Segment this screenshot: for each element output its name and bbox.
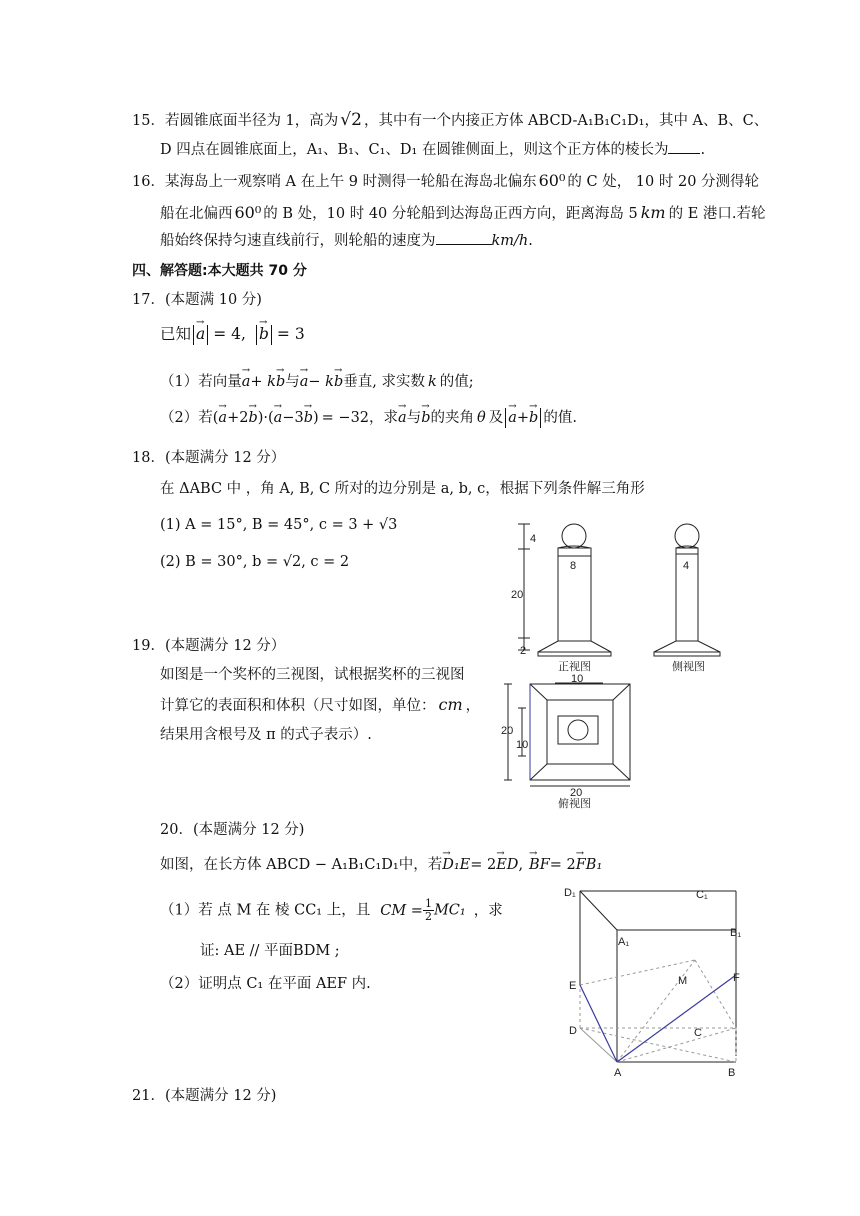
answer-blank-15	[668, 139, 700, 154]
label-A1: A₁	[618, 936, 630, 948]
dim-top-10b: 10	[516, 739, 529, 751]
problem-20-q2: （2）证明点 C₁ 在平面 AEF 内.	[160, 976, 371, 992]
dim-4: 4	[530, 533, 537, 545]
section-heading: 四、解答题:本大题共 70 分	[132, 263, 307, 279]
trophy-three-views	[500, 518, 745, 810]
problem-17-q2: （2）若(→ a+2→ b)·(→ a−3→ b) = −32，求→ a与→ b的夹角 θ 及→ a+→ b 的值.	[160, 408, 577, 428]
side-view	[654, 524, 720, 673]
side-view-label: 侧视图	[672, 660, 705, 673]
problem-17-given: 已知→ a = 4,→ b = 3	[160, 324, 305, 345]
dim-top-20b: 20	[570, 787, 583, 799]
dim-20: 20	[511, 589, 524, 601]
problem-18-title: 18．(本题满分 12 分）	[132, 450, 286, 466]
problem-19-title: 19．(本题满分 12 分）	[132, 638, 286, 654]
problem-17-q1: （1）若向量→ a+ k→ b与→ a− k→ b垂直, 求实数 k 的值;	[160, 372, 474, 392]
problem-21-title: 21．(本题满分 12 分)	[132, 1088, 277, 1104]
problem-16-line-2: 船在北偏西 60⁰ 的 B 处，10 时 40 分轮船到达海岛正西方向，距离海岛 5 km 的 E 港口.若轮	[160, 203, 766, 222]
label-C: C	[694, 1027, 702, 1039]
label-D: D	[569, 1025, 577, 1037]
problem-19-line-3: 结果用含根号及 π 的式子表示）.	[160, 727, 372, 743]
problem-20-q1-line-1: （1）若 点 M 在 棱 CC₁ 上，且 CM = $\frac{1}{2}$ MC₁ ，求	[160, 897, 503, 923]
top-view-label: 俯视图	[558, 797, 591, 810]
front-view	[511, 524, 611, 673]
label-C1: C₁	[696, 889, 708, 901]
problem-20-line-1: 如图，在长方体 ABCD − A₁B₁C₁D₁中，若→ D₁E= 2→ ED,→ BF= 2→ FB₁	[160, 855, 602, 875]
label-M: M	[678, 975, 688, 987]
top-view	[501, 673, 630, 810]
label-A: A	[614, 1067, 622, 1079]
problem-19-line-2: 计算它的表面积和体积（尺寸如图，单位： cm ，	[160, 695, 481, 714]
label-E: E	[569, 980, 577, 992]
sqrt2-expr: √2	[340, 110, 362, 130]
problem-18-case-2: (2) B = 30°, b = √2, c = 2	[160, 554, 350, 570]
label-D1: D₁	[564, 887, 576, 899]
problem-20-title: 20．(本题满分 12 分)	[160, 822, 305, 838]
fraction-half: $\frac{1}{2}$	[424, 897, 432, 923]
cuboid-figure	[560, 880, 750, 1082]
problem-18-desc: 在 ΔABC 中 ，角 A, B, C 所对的边分别是 a, b, c，根据下列条件解三角形	[160, 481, 645, 497]
problem-18-case-1: (1) A = 15°, B = 45°, c = 3 + √3	[160, 517, 398, 533]
label-B1: B₁	[730, 927, 742, 939]
dim-top-20: 20	[501, 725, 514, 737]
problem-16-line-1: 16．某海岛上一观察哨 A 在上午 9 时测得一轮船在海岛北偏东 60⁰ 的 C 处， 10 时 20 分测得轮	[132, 171, 760, 190]
dim-2: 2	[520, 645, 527, 657]
front-view-label: 正视图	[558, 660, 591, 673]
dim-side-4: 4	[683, 560, 690, 572]
answer-blank-16	[436, 230, 492, 245]
problem-19-line-1: 如图是一个奖杯的三视图，试根据奖杯的三视图	[160, 667, 465, 683]
dim-top-10: 10	[571, 673, 584, 685]
problem-16-line-3: 船始终保持匀速直线前行，则轮船的速度为 km/h.	[160, 230, 533, 251]
problem-15-line-2: D 四点在圆锥底面上，A₁、B₁、C₁、D₁ 在圆锥侧面上，则这个正方体的棱长为 .	[160, 139, 705, 160]
dim-8: 8	[570, 560, 577, 572]
label-B: B	[728, 1067, 736, 1079]
problem-17-title: 17．(本题满 10 分)	[132, 292, 262, 308]
problem-15-line-1: 15．若圆锥底面半径为 1，高为 √2 ，其中有一个内接正方体 ABCD-A₁B₁C₁D₁，其中 A、B、C、	[132, 110, 769, 130]
problem-20-q1-line-2: 证: AE // 平面BDM ;	[200, 943, 340, 959]
label-F: F	[733, 972, 740, 984]
